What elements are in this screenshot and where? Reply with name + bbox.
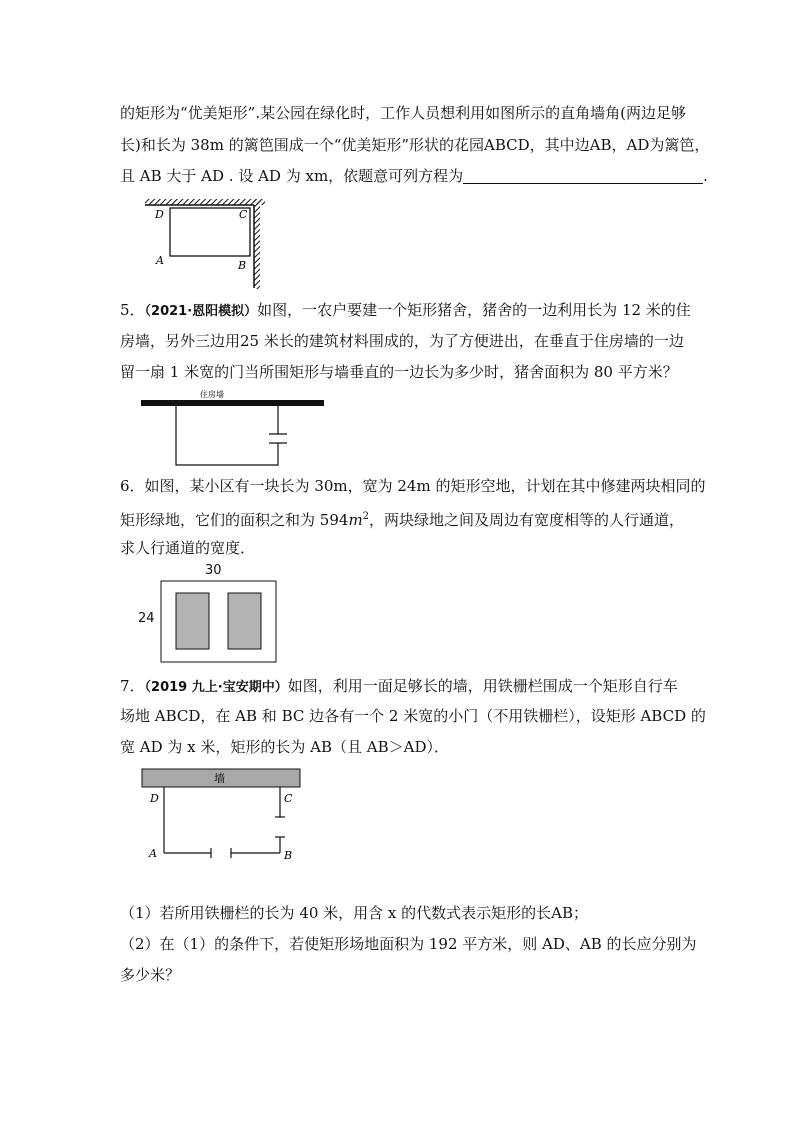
q6-line-2 (120, 507, 685, 530)
q6-line-3: 求人行通道的宽度． (120, 539, 256, 557)
wall-text: 墙 (214, 772, 225, 785)
q7-sub-1: （1）若所用铁栅栏的长为 40 米，用含 x 的代数式表示矩形的长AB； (120, 904, 589, 922)
green-plot-left (176, 593, 209, 649)
q7-line-2: 场地 ABCD，在 AB 和 BC 边各有一个 2 米宽的小门（不用铁栅栏），设矩形 ABCD 的 (120, 707, 706, 725)
label-C: C (239, 208, 248, 221)
q6-label-30: 30 (205, 563, 222, 578)
label-D: D (155, 208, 164, 221)
q7-line-3: 宽 AD 为 x 米，矩形的长为 AB（且 AB＞AD）． (120, 738, 449, 756)
area-value: 594 (319, 511, 349, 529)
q6-line-1: 6．如图，某小区有一块长为 30m，宽为 24m 的矩形空地，计划在其中修建两块相同的 (120, 477, 706, 495)
q4-line-2: 长)和长为 38m 的篱笆围成一个“优美矩形”形状的花园ABCD，其中边AB，AD为篱笆， (120, 136, 710, 154)
q7-sub-2-line-1: （2）在（1）的条件下，若使矩形场地面积为 192 平方米，则 AD、AB 的长应分别为 (120, 935, 697, 953)
q4-line-3 (120, 166, 708, 186)
wall-right-hatch (254, 199, 260, 289)
q5-figure (138, 385, 328, 470)
q7-label-C: C (284, 792, 293, 805)
q5-line-1 (120, 300, 691, 322)
answer-blank (463, 169, 703, 184)
q4-figure (140, 196, 270, 291)
q6-line-2-b: ，两块绿地之间及周边有宽度相等的人行通道， (369, 511, 685, 529)
q4-line-3-text: 且 AB 大于 AD . 设 AD 为 xm，依题意可列方程为 (120, 167, 464, 185)
q6-figure (160, 580, 280, 665)
q7-line-1-text: 如图，利用一面足够长的墙，用铁栅栏围成一个矩形自行车 (287, 677, 678, 695)
q5-line-1-text: 如图，一农户要建一个矩形猪舍，猪舍的一边利用长为 12 米的住 (257, 301, 691, 319)
q7-line-1 (120, 676, 680, 698)
q7-sub-2-line-2: 多少米？ (120, 966, 181, 984)
q6-label-24: 24 (138, 611, 155, 626)
q5-line-3: 留一扇 1 米宽的门当所围矩形与墙垂直的一边长为多少时，猪舍面积为 80 平方米？ (120, 363, 678, 381)
pen-fence (176, 406, 278, 465)
q5-source: （2021·恩阳模拟） (144, 304, 258, 319)
q7-label-D: D (150, 792, 159, 805)
area-unit: m (348, 511, 363, 529)
wall-top-hatch (145, 199, 265, 205)
label-B: B (238, 259, 247, 272)
q5-number: 5． (120, 301, 145, 319)
q6-line-2-a: 矩形绿地，它们的面积之和为 (120, 511, 316, 529)
q4-end-dot: . (703, 167, 708, 185)
area-exponent: 2 (362, 511, 370, 522)
q7-number: 7． (120, 677, 145, 695)
q7-label-B: B (284, 849, 293, 862)
q7-source: （2019 九上·宝安期中） (144, 680, 288, 695)
q7-label-A: A (149, 847, 157, 860)
q7-figure (138, 767, 308, 867)
green-plot-right (228, 593, 261, 649)
label-A: A (156, 254, 164, 267)
q5-line-2: 房墙，另外三边用25 米长的建筑材料围成的，为了方便进出，在垂直于住房墙的一边 (120, 332, 684, 350)
garden-rectangle (170, 208, 250, 256)
wall-label: 住房墙 (200, 390, 224, 399)
house-wall (141, 400, 324, 406)
q4-line-1: 的矩形为“优美矩形”.某公园在绿化时，工作人员想利用如图所示的直角墙角(两边足够 (120, 104, 686, 122)
